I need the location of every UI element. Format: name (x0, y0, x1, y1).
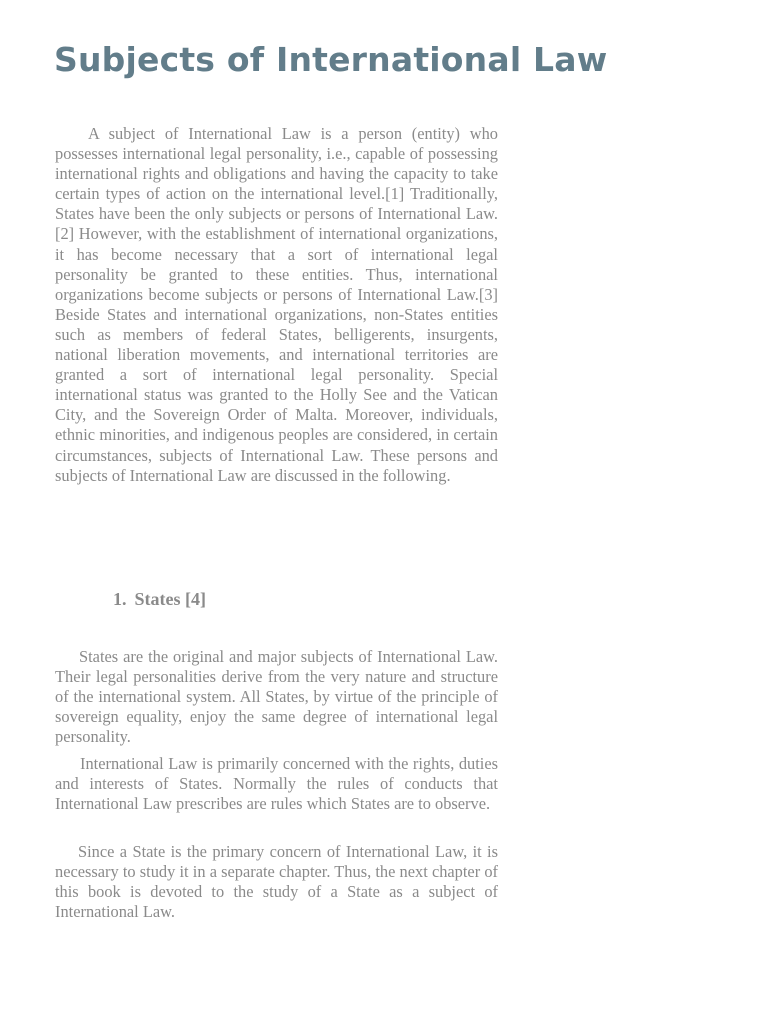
page-title: Subjects of International Law (54, 40, 608, 79)
section-heading (113, 589, 206, 610)
section-paragraph-3: Since a State is the primary concern of International Law, it is necessary to study it in a separate chapter. Thus, the next chapter of this book is devoted to the study of a State as a subject of International Law. (55, 842, 498, 922)
section-paragraph-1: States are the original and major subjects of International Law. Their legal personalities derive from the very nature and structure of the international system. All States, by virtue of the principle of sovereign equality, enjoy the same degree of international legal personality. (55, 647, 498, 747)
section-heading-text: States [4] (134, 589, 206, 609)
intro-paragraph: A subject of International Law is a person (entity) who possesses international legal personality, i.e., capable of possessing international rights and obligations and having the capacity to take certain types of action on the international level.[1] Traditionally, States have been the only subjects or persons of International Law.[2] However, with the establishment of international organizations, it has become necessary that a sort of international legal personality be granted to these entities. Thus, international organizations become subjects or persons of International Law.[3] Beside States and international organizations, non-States entities such as members of federal States, belligerents, insurgents, national liberation movements, and international territories are granted a sort of international legal personality. Special international status was granted to the Holly See and the Vatican City, and the Sovereign Order of Malta. Moreover, individuals, ethnic minorities, and indigenous peoples are considered, in certain circumstances, subjects of International Law. These persons and subjects of International Law are discussed in the following. (55, 124, 498, 485)
section-number: 1. (113, 589, 127, 609)
section-paragraph-2: International Law is primarily concerned with the rights, duties and interests of States. Normally the rules of conducts that International Law prescribes are rules which States are to observe. (55, 754, 498, 814)
